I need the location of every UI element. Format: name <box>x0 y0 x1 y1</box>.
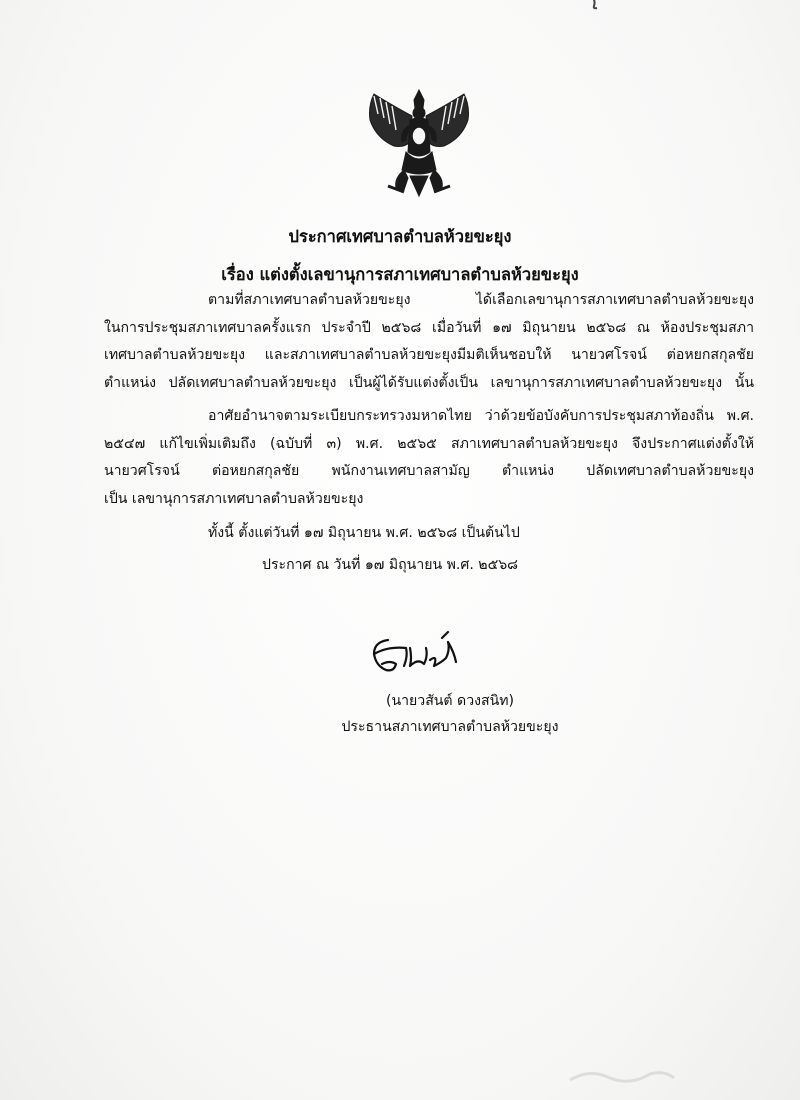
paragraph-2-line: อาศัยอำนาจตามระเบียบกระทรวงมหาดไทย ว่าด้วยข้อบังคับการประชุมสภาท้องถิ่น พ.ศ. <box>208 408 754 424</box>
paragraph-1-line: เทศบาลตำบลห้วยขะยุง และสภาเทศบาลตำบลห้วยขะยุงมีมติเห็นชอบให้ นายวศโรจน์ ต่อหยกสกุลชัย <box>104 347 754 363</box>
signer-name: (นายวสันต์ ดวงสนิท) <box>385 693 515 709</box>
signer-title: ประธานสภาเทศบาลตำบลห้วยขะยุง <box>341 719 559 735</box>
paragraph-1 <box>104 287 754 397</box>
announcement-date-line: ประกาศ ณ วันที่ ๑๗ มิถุนายน พ.ศ. ๒๕๖๘ <box>262 557 519 573</box>
paragraph-1-line: ตำแหน่ง ปลัดเทศบาลตำบลห้วยขะยุง เป็นผู้ได้รับแต่งตั้งเป็น เลขานุการสภาเทศบาลตำบลห้วยขะยุง นั้น <box>104 374 754 391</box>
subject-line: เรื่อง แต่งตั้งเลขานุการสภาเทศบาลตำบลห้วยขะยุง <box>221 265 579 284</box>
effective-date-line: ทั้งนี้ ตั้งแต่วันที่ ๑๗ มิถุนายน พ.ศ. ๒๕๖๘ เป็นต้นไป <box>208 525 520 541</box>
paragraph-2-line: ๒๕๔๗ แก้ไขเพิ่มเติมถึง (ฉบับที่ ๓) พ.ศ. ๒๕๖๕ สภาเทศบาลตำบลห้วยขะยุง จึงประกาศแต่งตั้งให้ <box>104 435 754 452</box>
paragraph-2-line: นายวศโรจน์ ต่อหยกสกุลชัย พนักงานเทศบาลสามัญ ตำแหน่ง ปลัดเทศบาลตำบลห้วยขะยุง <box>104 463 754 479</box>
paragraph-1-line: ตามที่สภาเทศบาลตำบลห้วยขะยุง ได้เลือกเลขานุการสภาเทศบาลตำบลห้วยขะยุง <box>208 292 754 308</box>
paragraph-1-line: ในการประชุมสภาเทศบาลครั้งแรก ประจำปี ๒๕๖๘ เมื่อวันที่ ๑๗ มิถุนายน ๒๕๖๘ ณ ห้องประชุมสภา <box>104 319 754 336</box>
paper-smudge <box>560 1060 680 1090</box>
handwritten-signature <box>368 626 468 682</box>
stray-ink-mark <box>588 0 602 10</box>
paragraph-2-line: เป็น เลขานุการสภาเทศบาลตำบลห้วยขะยุง <box>104 490 364 507</box>
paragraph-2 <box>104 403 754 513</box>
document-title: ประกาศเทศบาลตำบลห้วยขะยุง <box>288 227 512 246</box>
garuda-emblem <box>360 86 478 198</box>
